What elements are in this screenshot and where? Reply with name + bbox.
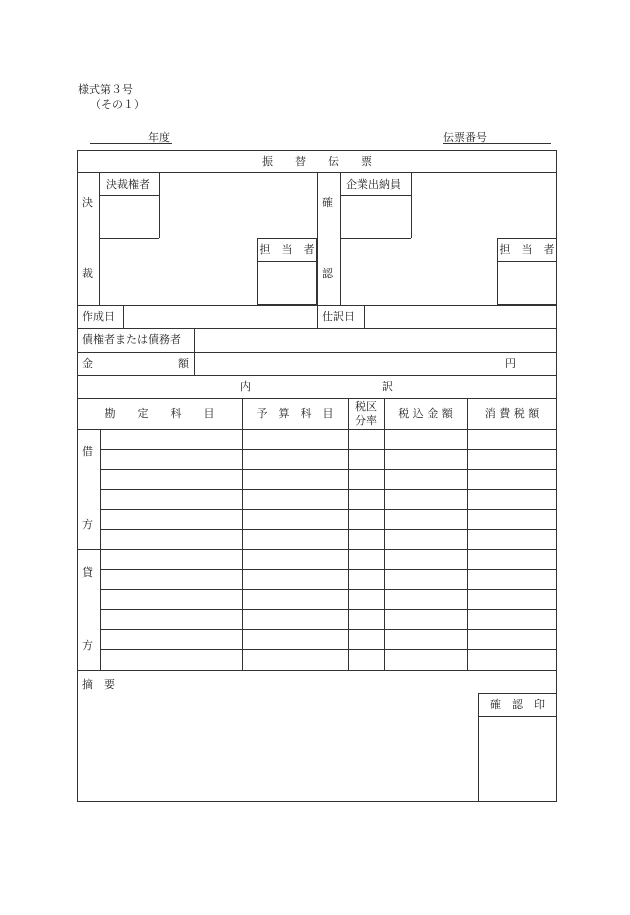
amount-label-left: 金	[82, 357, 93, 370]
tekiyo-label: 摘 要	[82, 678, 115, 691]
kessai-char-1: 決	[82, 196, 93, 209]
suitou-seal-box[interactable]	[341, 196, 411, 238]
col-shohizei: 消 費 税 額	[484, 407, 540, 420]
kakunin-char-1: 確	[322, 196, 333, 209]
amount-row-bottom	[77, 375, 557, 376]
credit-char-bottom: 方	[82, 639, 93, 652]
kakunin-in-label: 確 認 印	[490, 698, 545, 711]
suitou-label: 企業出納員	[346, 178, 401, 191]
year-label: 年度	[148, 131, 170, 144]
debit-row-line	[100, 509, 557, 510]
tekiyo-field[interactable]	[80, 695, 476, 799]
kakunin-tantou-seal[interactable]	[498, 262, 556, 304]
suitou-right-line	[411, 172, 412, 238]
kensha-bottom-line	[99, 238, 159, 239]
kessai-char-2: 裁	[82, 267, 93, 280]
breakdown-row-bottom	[77, 398, 557, 399]
debit-row-line	[100, 529, 557, 530]
credit-row-line	[100, 609, 557, 610]
sakusei-date-field[interactable]	[124, 306, 316, 327]
credit-row-line	[100, 569, 557, 570]
year-field[interactable]	[90, 129, 146, 143]
credit-row-line	[100, 589, 557, 590]
kakunin-in-seal[interactable]	[479, 717, 556, 801]
col-yosan: 予 算 科 目	[256, 407, 334, 420]
form-sub-number: （その１）	[90, 98, 145, 111]
debit-char-bottom: 方	[82, 518, 93, 531]
col-zei-kubun-2: 分率	[355, 414, 377, 427]
slip-number-label: 伝票番号	[443, 131, 487, 144]
debit-section-bottom	[77, 549, 557, 550]
kessai-tantou-seal[interactable]	[258, 262, 316, 304]
debit-row-line	[100, 469, 557, 470]
col-zeikomi: 税 込 金 額	[398, 407, 453, 420]
ledger-bottom	[77, 670, 557, 671]
col-header-bottom	[77, 429, 557, 430]
kakunin-char-2: 認	[322, 267, 333, 280]
yen-label: 円	[505, 357, 516, 370]
creditor-field[interactable]	[195, 329, 556, 351]
col-kanjo: 勘 定 科 目	[104, 407, 215, 420]
slip-number-field[interactable]	[492, 129, 550, 143]
col-zei-kubun-1: 税区	[355, 400, 377, 413]
slip-number-underline	[443, 143, 551, 144]
kensha-seal-box[interactable]	[100, 196, 159, 238]
kensha-label: 決裁権者	[106, 178, 150, 191]
kakunin-tantou-label: 担 当 者	[499, 243, 555, 256]
amount-label-right: 額	[178, 357, 189, 370]
creditor-label: 債権者または債務者	[82, 333, 181, 346]
form-title: 振 替 伝 票	[262, 155, 372, 168]
shiwake-date-field[interactable]	[365, 306, 556, 327]
suitou-bottom-line	[340, 238, 411, 239]
kessai-tantou-label: 担 当 者	[259, 243, 315, 256]
credit-row-line	[100, 649, 557, 650]
sakusei-label: 作成日	[82, 310, 115, 323]
year-underline	[90, 143, 172, 144]
credit-char-top: 貸	[82, 566, 93, 579]
debit-char-top: 借	[82, 445, 93, 458]
amount-field[interactable]	[195, 353, 495, 374]
breakdown-left: 内	[240, 380, 251, 393]
credit-row-line	[100, 629, 557, 630]
debit-row-line	[100, 489, 557, 490]
shiwake-label: 仕訳日	[322, 310, 355, 323]
breakdown-right: 訳	[382, 380, 393, 393]
debit-row-line	[100, 449, 557, 450]
form-number: 様式第３号	[78, 83, 133, 96]
kensha-right-line	[159, 172, 160, 238]
